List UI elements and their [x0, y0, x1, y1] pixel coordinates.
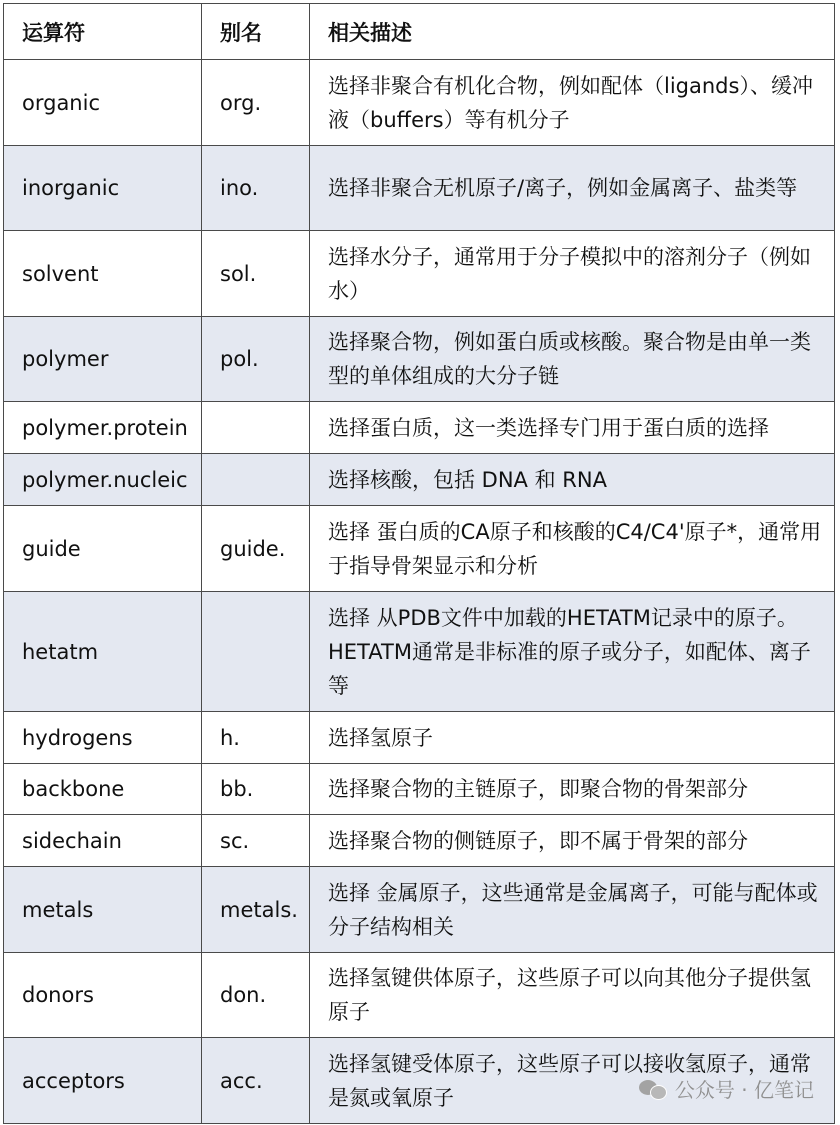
- description-cell: 选择非聚合有机化合物，例如配体（ligands）、缓冲液（buffers）等有机分子: [310, 60, 835, 146]
- table-row: [4, 317, 835, 402]
- alias-cell: [202, 402, 310, 454]
- table-row: [4, 506, 835, 592]
- description-cell: 选择 蛋白质的CA原子和核酸的C4/C4'原子*，通常用于指导骨架显示和分析: [310, 506, 835, 592]
- table-row: [4, 454, 835, 506]
- watermark-text: 公众号 · 亿笔记: [674, 1078, 814, 1102]
- table-header-row: [4, 4, 835, 60]
- wechat-icon: [639, 1078, 667, 1100]
- table-row: [4, 146, 835, 231]
- operator-cell: hydrogens: [4, 712, 202, 764]
- description-cell: 选择氢键受体原子，这些原子可以接收氢原子，通常是氮或氧原子: [310, 1038, 835, 1124]
- header-operator: 运算符: [4, 4, 202, 60]
- alias-cell: ino.: [202, 146, 310, 231]
- table-row: [4, 712, 835, 764]
- description-cell: 选择核酸，包括 DNA 和 RNA: [310, 454, 835, 506]
- header-alias: 别名: [202, 4, 310, 60]
- alias-cell: sol.: [202, 231, 310, 317]
- alias-cell: h.: [202, 712, 310, 764]
- alias-cell: acc.: [202, 1038, 310, 1124]
- operator-cell: polymer.nucleic: [4, 454, 202, 506]
- operator-cell: polymer: [4, 317, 202, 402]
- alias-cell: metals.: [202, 867, 310, 953]
- table-row: [4, 953, 835, 1038]
- alias-cell: [202, 592, 310, 712]
- table-row: [4, 231, 835, 317]
- description-cell: 选择聚合物，例如蛋白质或核酸。聚合物是由单一类型的单体组成的大分子链: [310, 317, 835, 402]
- alias-cell: guide.: [202, 506, 310, 592]
- operator-cell: solvent: [4, 231, 202, 317]
- table-row: [4, 867, 835, 953]
- table-row: [4, 815, 835, 867]
- description-cell: 选择水分子，通常用于分子模拟中的溶剂分子（例如水）: [310, 231, 835, 317]
- alias-cell: don.: [202, 953, 310, 1038]
- description-cell: 选择非聚合无机原子/离子，例如金属离子、盐类等: [310, 146, 835, 231]
- operator-table: [3, 3, 835, 1124]
- table-row: [4, 60, 835, 146]
- alias-cell: [202, 454, 310, 506]
- table-row: [4, 764, 835, 815]
- operator-cell: hetatm: [4, 592, 202, 712]
- operator-cell: polymer.protein: [4, 402, 202, 454]
- header-description: 相关描述: [310, 4, 835, 60]
- operator-cell: sidechain: [4, 815, 202, 867]
- description-cell: 选择 从PDB文件中加载的HETATM记录中的原子。HETATM通常是非标准的原子或分子，如配体、离子等: [310, 592, 835, 712]
- operator-cell: inorganic: [4, 146, 202, 231]
- description-cell: 选择氢键供体原子，这些原子可以向其他分子提供氢原子: [310, 953, 835, 1038]
- description-cell: 选择 金属原子，这些通常是金属离子，可能与配体或分子结构相关: [310, 867, 835, 953]
- description-cell: 选择氢原子: [310, 712, 835, 764]
- description-cell: 选择聚合物的主链原子，即聚合物的骨架部分: [310, 764, 835, 815]
- operator-cell: acceptors: [4, 1038, 202, 1124]
- operator-cell: metals: [4, 867, 202, 953]
- description-cell: 选择聚合物的侧链原子，即不属于骨架的部分: [310, 815, 835, 867]
- operator-cell: backbone: [4, 764, 202, 815]
- watermark: [639, 1074, 814, 1103]
- operator-cell: organic: [4, 60, 202, 146]
- alias-cell: bb.: [202, 764, 310, 815]
- alias-cell: pol.: [202, 317, 310, 402]
- alias-cell: org.: [202, 60, 310, 146]
- operator-cell: donors: [4, 953, 202, 1038]
- table-row: [4, 592, 835, 712]
- alias-cell: sc.: [202, 815, 310, 867]
- description-cell: 选择蛋白质，这一类选择专门用于蛋白质的选择: [310, 402, 835, 454]
- operator-cell: guide: [4, 506, 202, 592]
- table-row: [4, 402, 835, 454]
